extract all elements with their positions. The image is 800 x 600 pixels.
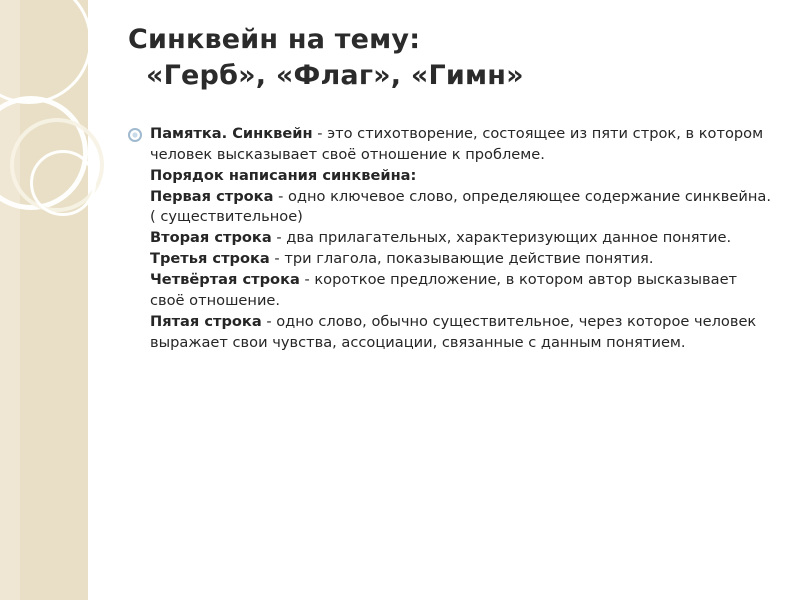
decorative-band-edge <box>88 0 92 600</box>
paragraph-lead-label: Первая строка <box>150 187 274 205</box>
paragraph-lead-label: Вторая строка <box>150 229 272 247</box>
paragraph-lead-label: Четвёртая строка <box>150 271 300 289</box>
decorative-ring-icon <box>30 150 96 216</box>
body-paragraph: Пятая строка - одно слово, обычно существительное, через которое человек выражает свои чувства, ассоциации, связанные с данным понятием. <box>150 312 757 351</box>
decorative-left-band <box>0 0 92 600</box>
slide-body <box>128 124 778 353</box>
body-paragraph: Вторая строка - два прилагательных, характеризующих данное понятие. <box>150 229 732 247</box>
body-paragraph: Первая строка - одно ключевое слово, определяющее содержание синквейна. ( существительное) <box>150 187 771 226</box>
slide-title <box>128 22 768 95</box>
paragraph-lead-label: Пятая строка <box>150 312 262 330</box>
body-paragraph: Третья строка - три глагола, показывающие действие понятия. <box>150 250 654 268</box>
body-paragraph: своё отношение. <box>150 291 281 309</box>
paragraph-lead-label: Третья строка <box>150 250 270 268</box>
circle-bullet-icon <box>128 124 150 142</box>
body-paragraphs <box>150 124 778 353</box>
body-paragraph <box>150 166 778 187</box>
body-paragraph: Памятка. Синквейн - это стихотворение, состоящее из пяти строк, в котором человек высказывает своё отношение к проблеме. <box>150 125 764 163</box>
bullet-list-item <box>128 124 778 353</box>
title-line-2: «Герб», «Флаг», «Гимн» <box>146 60 524 92</box>
title-line-1: Синквейн на тему: <box>128 24 421 55</box>
body-paragraph: Четвёртая строка - короткое предложение, в котором автор высказывает <box>150 271 738 289</box>
paragraph-lead-label: Памятка. Синквейн <box>150 125 313 142</box>
paragraph-lead-label: Порядок написания синквейна: <box>150 166 417 184</box>
